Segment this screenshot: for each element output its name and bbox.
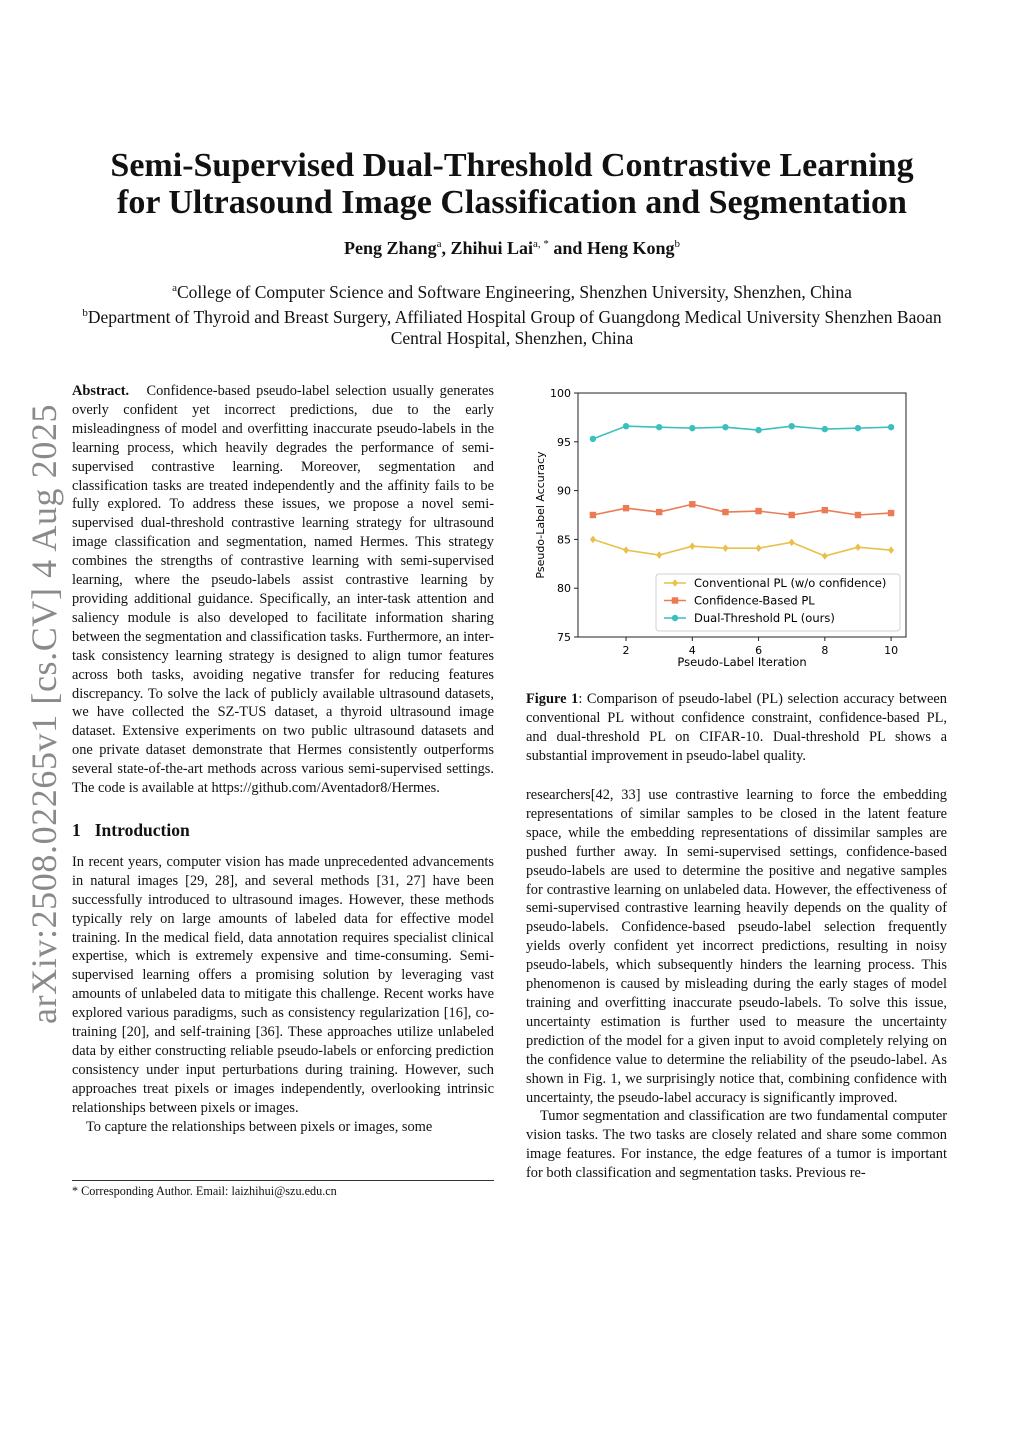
data-point	[822, 507, 828, 513]
data-point	[590, 436, 596, 442]
data-point	[689, 425, 695, 431]
figure-1-chart	[526, 382, 947, 672]
author-affiliation-mark: a	[436, 238, 442, 250]
affiliation-text: Department of Thyroid and Breast Surgery, Affiliated Hospital Group of Guangdong Medical University Shenzhen Baoan Central Hospital, Shenzhen, China	[87, 306, 942, 348]
footnote-rule	[72, 1180, 494, 1181]
paper-title	[60, 147, 964, 221]
data-point	[755, 427, 761, 433]
data-point	[623, 423, 629, 429]
x-axis-label: Pseudo-Label Iteration	[677, 655, 807, 669]
author-separator: ,	[441, 238, 451, 258]
data-point	[855, 512, 861, 518]
affiliations	[60, 278, 964, 349]
data-point	[822, 426, 828, 432]
data-point	[656, 424, 662, 430]
right-column	[526, 786, 947, 1183]
abstract-label: Abstract.	[72, 383, 130, 399]
section-number: 1	[72, 819, 81, 840]
data-point	[722, 509, 728, 515]
intro-paragraph-1: In recent years, computer vision has made unprecedented advancements in natural images [29, 28], and several methods [31, 27] have been successfully introduced to ultrasound images. However, these methods typically rely on large amounts of labeled data for effective model training. In the medical field, data annotation requires specialist clinical expertise, which is extremely expensive and time-consuming. Semi-supervised learning offers a promising solution by leveraging vast amounts of unlabeled data to mitigate this challenge. Recent works have explored various paradigms, such as consistency regularization [16], co-training [20], and self-training [36]. These approaches utilize unlabeled data by either constructing reliable pseudo-labels or enforcing prediction consistency under input perturbations during training. However, such approaches treat pixels or images independently, overlooking intrinsic relationships between pixels or images.	[72, 853, 494, 1116]
x-axis-ticks	[623, 637, 899, 657]
affiliation-text: College of Computer Science and Software Engineering, Shenzhen University, Shenzhen, China	[177, 281, 852, 302]
data-point	[656, 509, 662, 515]
data-point	[590, 512, 596, 518]
y-tick-label: 95	[557, 435, 571, 449]
left-column	[72, 382, 494, 1137]
data-point	[623, 505, 629, 511]
legend-marker	[672, 597, 678, 603]
section-title: Introduction	[94, 819, 190, 840]
legend-label: Confidence-Based PL	[694, 593, 815, 608]
affiliation-mark: a	[172, 282, 177, 294]
title-line-1: Semi-Supervised Dual-Threshold Contrastive Learning	[110, 147, 914, 184]
affiliation-mark: b	[82, 306, 88, 319]
affiliation-a	[60, 278, 964, 303]
legend-label: Dual-Threshold PL (ours)	[694, 611, 835, 625]
y-tick-label: 85	[557, 533, 571, 547]
data-point	[755, 508, 761, 514]
author-affiliation-mark: a, *	[533, 238, 549, 250]
abstract	[72, 382, 494, 798]
section-heading-introduction	[72, 820, 494, 841]
affiliation-b	[60, 303, 964, 349]
caption-label: Figure 1	[526, 691, 579, 707]
data-point	[722, 424, 728, 430]
data-point	[855, 425, 861, 431]
x-tick-label: 10	[884, 644, 899, 657]
y-tick-label: 100	[550, 387, 571, 400]
y-tick-label: 75	[557, 631, 571, 644]
data-point	[788, 512, 794, 518]
title-line-2: for Ultrasound Image Classification and Segmentation	[117, 184, 907, 221]
arxiv-identifier: arXiv:2508.02265v1 [cs.CV] 4 Aug 2025	[24, 403, 64, 1024]
footnote: * Corresponding Author. Email: laizhihui@szu.edu.cn	[72, 1184, 337, 1198]
author-name: Heng Kong	[586, 238, 675, 258]
author-separator: and	[548, 238, 587, 258]
x-tick-label: 4	[688, 644, 696, 657]
y-tick-label: 80	[557, 582, 571, 596]
x-tick-label: 6	[755, 644, 763, 657]
y-axis-ticks	[550, 387, 578, 644]
data-point	[888, 510, 894, 516]
caption-text: : Comparison of pseudo-label (PL) selection accuracy between conventional PL without confidence constraint, confidence-based PL, and dual-threshold PL on CIFAR-10. Dual-threshold PL shows a substantial improvement in pseudo-label quality.	[526, 691, 948, 764]
author-affiliation-mark: b	[674, 238, 680, 250]
y-axis-label: Pseudo-Label Accuracy	[534, 451, 547, 579]
x-tick-label: 2	[622, 644, 630, 657]
author-name: Peng Zhang	[344, 238, 437, 258]
intro-paragraph-3: researchers[42, 33] use contrastive learning to force the embedding representations of similar samples to be closed in the latent feature space, while the embedding representations of dissimilar samples are pushed further away. In semi-supervised settings, confidence-based pseudo-labels are used to determine the positive and negative samples for contrastive learning on unlabeled data. However, the effectiveness of semi-supervised contrastive learning heavily depends on the quality of pseudo-labels. Confidence-based pseudo-label selection frequently yields overly confident yet incorrect predictions, resulting in noisy pseudo-labels, which subsequently hinders the learning process. This phenomenon is caused by misleading during the early stages of model training and overfitting inaccurate pseudo-labels. To solve this issue, uncertainty estimation is further used to measure the uncertainty prediction of the model for a given input to avoid completely relying on the confidence value to determine the reliability of the pseudo-label. As shown in Fig. 1, we surprisingly notice that, combining confidence with uncertainty, the pseudo-label accuracy is significantly improved.	[526, 787, 947, 1106]
x-tick-label: 8	[821, 644, 829, 657]
author-list	[60, 238, 964, 259]
intro-paragraph-4: Tumor segmentation and classification are two fundamental computer vision tasks. The two tasks are closely related and share some common image features. For instance, the edge features of a tumor is important for both classification and segmentation tasks. Previous re-	[526, 1108, 947, 1182]
data-point	[689, 501, 695, 507]
author-name: Zhihui Lai	[450, 238, 534, 258]
abstract-text: Confidence-based pseudo-label selection usually generates overly confident yet incorrect predictions, due to the early misleadingness of model and overfitting inaccurate pseudo-labels in the learning process, which heavily degrades the performance of semi-supervised contrastive learning. Moreover, segmentation and classification tasks are treated independently and the affinity fails to be fully explored. To address these issues, we propose a novel semi-supervised dual-threshold contrastive learning strategy for ultrasound image classification and segmentation, named Hermes. This strategy combines the strengths of contrastive learning with semi-supervised learning, where the pseudo-labels assist contrastive learning by providing additional guidance. Specifically, an inter-task attention and saliency module is also developed to facilitate information sharing between the segmentation and classification tasks. Furthermore, an inter-task consistency learning strategy is designed to align tumor features across both tasks, avoiding negative transfer for reducing features discrepancy. To solve the lack of publicly available ultrasound datasets, we have collected the SZ-TUS dataset, a thyroid ultrasound image dataset. Extensive experiments on two public ultrasound datasets and one private dataset demonstrate that Hermes consistently outperforms several state-of-the-art methods across various semi-supervised settings. The code is available at https://github.com/Aventador8/Hermes.	[72, 383, 495, 797]
chart-legend	[656, 574, 900, 631]
intro-paragraph-2: To capture the relationships between pixels or images, some	[86, 1118, 433, 1135]
data-point	[788, 423, 794, 429]
figure-1-caption	[526, 690, 947, 766]
legend-marker	[672, 615, 678, 621]
legend-label: Conventional PL (w/o confidence)	[694, 576, 887, 590]
y-tick-label: 90	[557, 484, 571, 498]
data-point	[888, 424, 894, 430]
